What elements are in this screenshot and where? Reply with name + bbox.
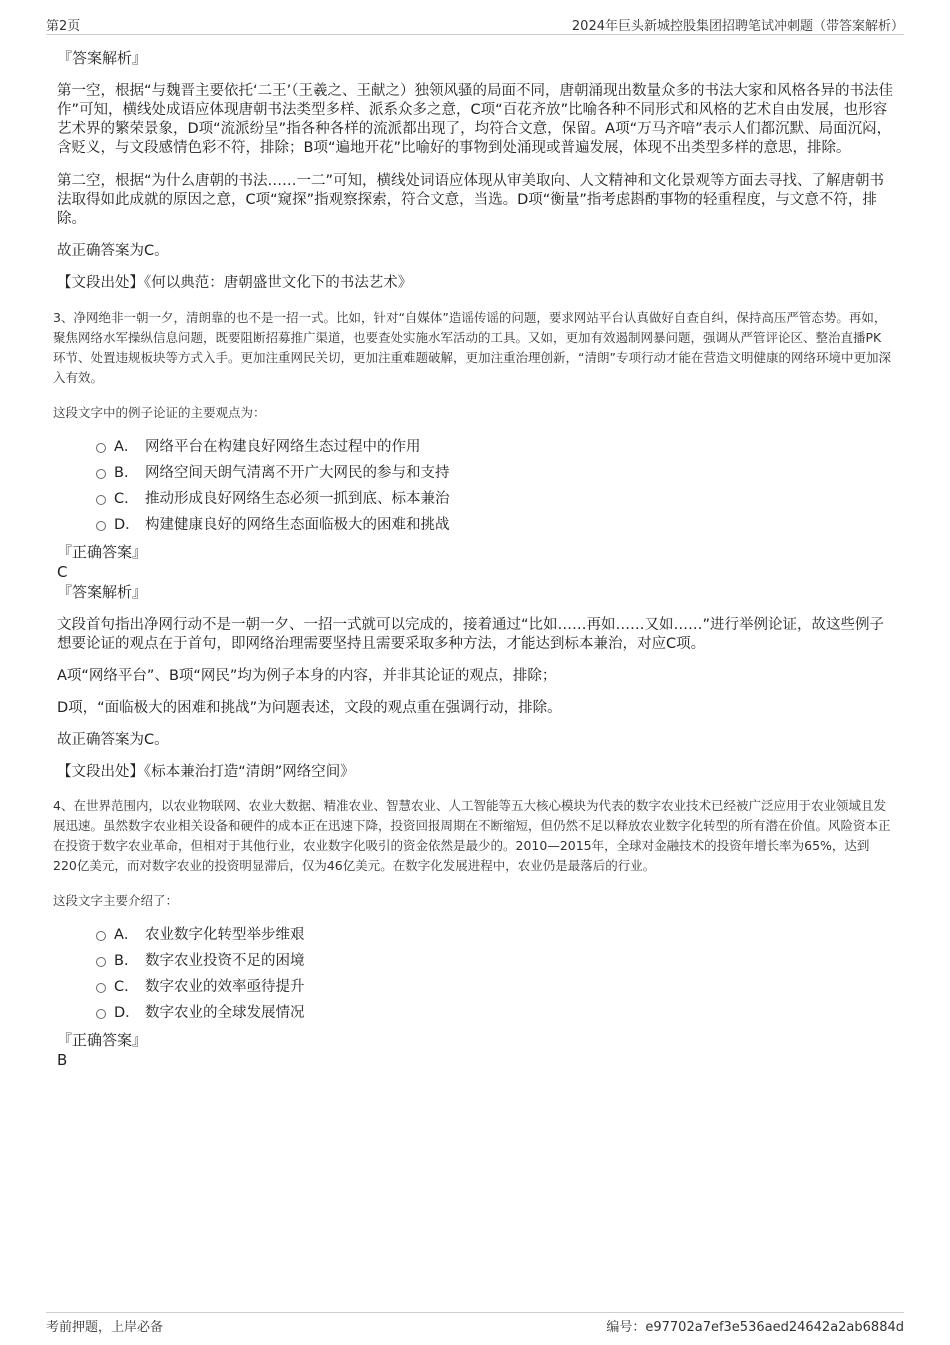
radio-icon[interactable] <box>96 931 106 941</box>
radio-icon[interactable] <box>96 957 106 967</box>
radio-icon[interactable] <box>96 495 106 505</box>
source-citation: 【文段出处】《何以典范：唐朝盛世文化下的书法艺术》 <box>57 275 413 291</box>
option-b[interactable] <box>57 460 893 486</box>
question-text: 3、净网绝非一朝一夕，清朗靠的也不是一招一式。比如，针对“自媒体”造谣传谣的问题，要求网站平台认真做好自查自纠，保持高压严管态势。再如，聚焦网络水军操纵信息问题，既要阻断招募推广渠道，也要查处实施水军活动的工具。又如，更加有效遏制网暴问题，强调从严管评论区、整治直播PK环节、处置违规板块等方式入手。更加注重网民关切，更加注重难题破解，更加注重治理创新，“清朗”专项行动才能在营造文明健康的网络环境中更加深入有效。 <box>53 309 891 385</box>
correct-answer-label: 『正确答案』 <box>57 1031 148 1049</box>
answer-conclusion: 故正确答案为C。 <box>57 243 169 259</box>
analysis-paragraph: D项，“面临极大的困难和挑战”为问题表述，文段的观点重在强调行动，排除。 <box>57 699 562 716</box>
option-list <box>57 922 893 1026</box>
option-text: 数字农业的效率亟待提升 <box>145 979 305 995</box>
page-footer <box>46 1312 904 1335</box>
analysis-paragraph: 第二空，根据“为什么唐朝的书法……一二”可知，横线处词语应体现从审美取向、人文精神和文化景观等方面去寻找、了解唐朝书法取得如此成就的原因之意，C项“窥探”指观察探索，符合文意，当选。D项“衡量”指考虑斟酌事物的轻重程度，与文意不符，排除。 <box>57 173 885 227</box>
analysis-paragraph: A项“网络平台”、B项“网民”均为例子本身的内容，并非其论证的观点，排除； <box>57 667 557 684</box>
option-text: 数字农业投资不足的困境 <box>145 953 305 969</box>
option-b[interactable] <box>57 948 893 974</box>
source-citation: 【文段出处】《标本兼治打造“清朗”网络空间》 <box>57 763 355 780</box>
analysis-label: 『答案解析』 <box>57 49 148 67</box>
option-text: 推动形成良好网络生态必须一抓到底、标本兼治 <box>145 490 450 507</box>
footer-motto: 考前押题，上岸必备 <box>46 1320 164 1335</box>
analysis-label: 『答案解析』 <box>57 582 148 601</box>
option-text: 网络空间天朗气清离不开广大网民的参与和支持 <box>145 464 450 481</box>
question-prompt: 这段文字中的例子论证的主要观点为： <box>53 404 266 420</box>
correct-answer: B <box>57 1051 68 1069</box>
option-text: 数字农业的全球发展情况 <box>145 1005 305 1021</box>
option-text: 农业数字化转型举步维艰 <box>145 927 305 943</box>
option-letter: B． <box>114 953 139 969</box>
analysis-paragraph: 文段首句指出净网行动不是一朝一夕、一招一式就可以完成的，接着通过“比如……再如……又如……”进行举例论证，故这些例子想要论证的观点在于首句，即网络治理需要坚持且需要采取多种方法，才能达到标本兼治，对应C项。 <box>57 616 885 652</box>
option-text: 构建健康良好的网络生态面临极大的困难和挑战 <box>145 516 450 533</box>
option-text: 网络平台在构建良好网络生态过程中的作用 <box>145 438 421 455</box>
page-number: 第2页 <box>46 19 81 34</box>
document-code: 编号：e97702a7ef3e536aed24642a2ab6884d <box>606 1320 904 1335</box>
question-text: 4、在世界范围内，以农业物联网、农业大数据、精准农业、智慧农业、人工智能等五大核心模块为代表的数字农业技术已经被广泛应用于农业领域且发展迅速。虽然数字农业相关设备和硬件的成本正在迅速下降，投资回报周期在不断缩短，但仍然不足以释放农业数字化转型的所有潜在价值。风险资本正在投资于数字农业革命，但相对于其他行业，农业数字化吸引的资金依然是最少的。2010—2015年，全球对金融技术的投资年增长率为65%，达到220亿美元，而对数字农业的投资明显滞后，仅为46亿美元。在数字化发展进程中，农业仍是最落后的行业。 <box>53 798 891 873</box>
option-a[interactable] <box>57 434 893 460</box>
option-d[interactable] <box>57 1000 893 1026</box>
page-content <box>53 46 893 1070</box>
radio-icon[interactable] <box>96 1009 106 1019</box>
radio-icon[interactable] <box>96 521 106 531</box>
radio-icon[interactable] <box>96 469 106 479</box>
option-c[interactable] <box>57 486 893 512</box>
option-letter: D． <box>114 516 140 533</box>
option-a[interactable] <box>57 922 893 948</box>
answer-conclusion: 故正确答案为C。 <box>57 731 169 748</box>
option-list <box>57 434 893 538</box>
analysis-paragraph: 第一空，根据“与魏晋主要依托‘二王’（王羲之、王献之）独领风骚的局面不同，唐朝涌现出数量众多的书法大家和风格各异的书法佳作”可知，横线处成语应体现唐朝书法类型多样、派系众多之意，C项“百花齐放”比喻各种不同形式和风格的艺术自由发展，也形容艺术界的繁荣景象，D项“流派纷呈”指各种各样的流派都出现了，均符合文意，保留。A项“万马齐喑”表示人们都沉默、局面沉闷，含贬义，与文段感情色彩不符，排除；B项“遍地开花”比喻好的事物到处涌现或普遍发展，体现不出类型多样的意思，排除。 <box>57 83 893 156</box>
option-letter: A． <box>114 438 139 455</box>
option-letter: C． <box>114 979 139 995</box>
page-header <box>46 12 904 35</box>
option-letter: C． <box>114 490 139 507</box>
document-title: 2024年巨头新城控股集团招聘笔试冲刺题（带答案解析） <box>571 19 904 34</box>
option-letter: A． <box>114 927 139 943</box>
option-d[interactable] <box>57 512 893 538</box>
radio-icon[interactable] <box>96 983 106 993</box>
option-letter: B． <box>114 464 139 481</box>
question-prompt: 这段文字主要介绍了： <box>53 893 179 908</box>
radio-icon[interactable] <box>96 443 106 453</box>
option-letter: D． <box>114 1005 140 1021</box>
correct-answer: C <box>57 562 68 581</box>
correct-answer-label: 『正确答案』 <box>57 542 148 561</box>
option-c[interactable] <box>57 974 893 1000</box>
